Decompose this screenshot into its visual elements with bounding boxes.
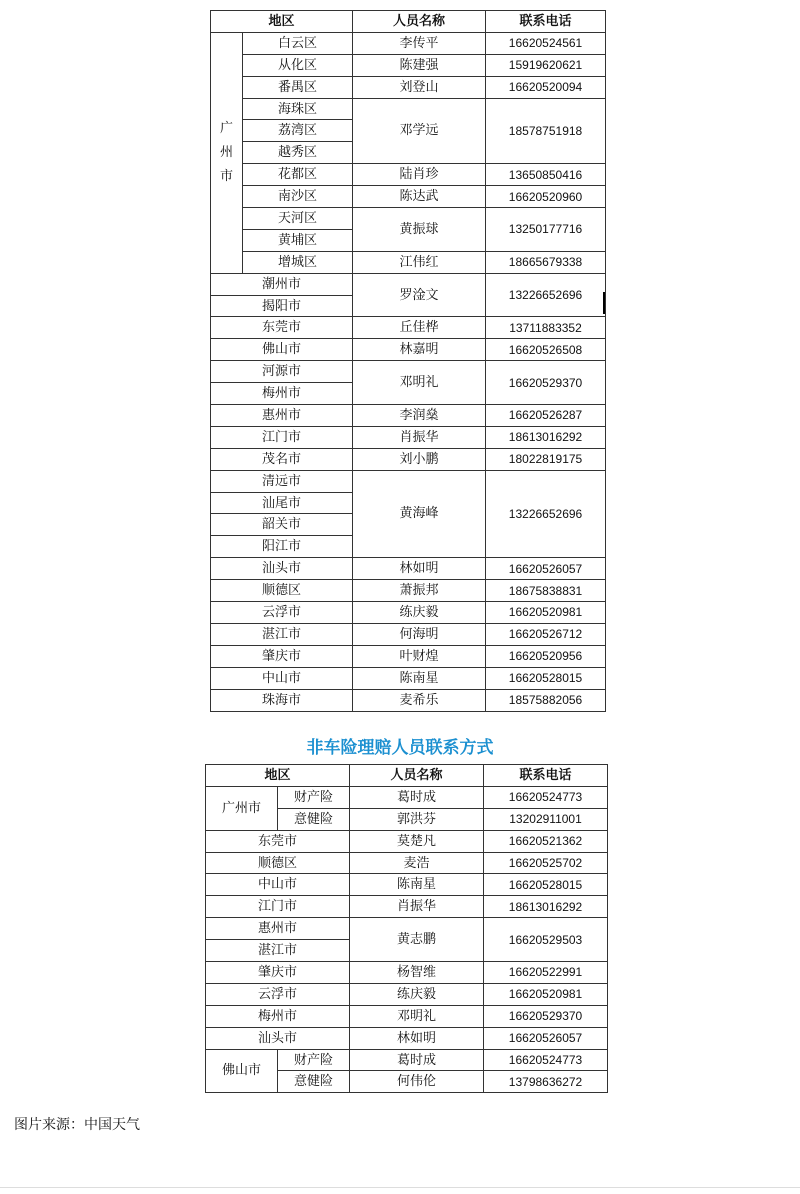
name-cell: 叶财煌 [353, 645, 486, 667]
table-row [211, 273, 606, 295]
district-cell: 越秀区 [243, 142, 353, 164]
region-cell: 惠州市 [206, 918, 350, 940]
region-cell: 揭阳市 [211, 295, 353, 317]
region-cell: 佛山市 [211, 339, 353, 361]
table-row [206, 1049, 608, 1071]
header-name: 人员名称 [350, 765, 484, 787]
region-cell: 江门市 [211, 426, 353, 448]
name-cell: 萧振邦 [353, 580, 486, 602]
phone-cell: 18613016292 [486, 426, 606, 448]
district-cell: 荔湾区 [243, 120, 353, 142]
header-region: 地区 [206, 765, 350, 787]
table-row [211, 98, 606, 120]
name-cell: 陈南星 [350, 874, 484, 896]
region-cell: 湛江市 [211, 623, 353, 645]
phone-cell: 16620526287 [486, 405, 606, 427]
insurance-type-cell: 意健险 [278, 1071, 350, 1093]
name-cell: 林如明 [353, 558, 486, 580]
insurance-type-cell: 意健险 [278, 808, 350, 830]
name-cell: 江伟红 [353, 251, 486, 273]
phone-cell: 13226652696 [486, 470, 606, 558]
table-row [206, 1027, 608, 1049]
name-cell: 邓明礼 [350, 1005, 484, 1027]
name-cell: 陈达武 [353, 186, 486, 208]
divider [0, 1187, 800, 1188]
region-cell: 佛山市 [206, 1049, 278, 1093]
region-cell: 湛江市 [206, 940, 350, 962]
name-cell: 葛时成 [350, 1049, 484, 1071]
header-name: 人员名称 [353, 11, 486, 33]
region-cell: 河源市 [211, 361, 353, 383]
district-cell: 海珠区 [243, 98, 353, 120]
phone-cell: 16620529370 [486, 361, 606, 405]
district-cell: 南沙区 [243, 186, 353, 208]
table-row [211, 208, 606, 230]
region-guangzhou: 广 州 市 [211, 32, 243, 273]
name-cell: 陈南星 [353, 667, 486, 689]
region-cell: 梅州市 [211, 383, 353, 405]
phone-cell: 15919620621 [486, 54, 606, 76]
phone-cell: 16620529370 [484, 1005, 608, 1027]
table-row [211, 317, 606, 339]
region-cell: 广州市 [206, 786, 278, 830]
phone-cell: 16620529503 [484, 918, 608, 962]
region-cell: 顺德区 [206, 852, 350, 874]
region-cell: 中山市 [206, 874, 350, 896]
name-cell: 葛时成 [350, 786, 484, 808]
name-cell: 练庆毅 [350, 983, 484, 1005]
table-row [211, 76, 606, 98]
region-cell: 清远市 [211, 470, 353, 492]
phone-cell: 16620524773 [484, 1049, 608, 1071]
district-cell: 增城区 [243, 251, 353, 273]
name-cell: 李传平 [353, 32, 486, 54]
district-cell: 白云区 [243, 32, 353, 54]
table-header-row [206, 765, 608, 787]
region-cell: 惠州市 [211, 405, 353, 427]
insurance-type-cell: 财产险 [278, 1049, 350, 1071]
phone-cell: 18665679338 [486, 251, 606, 273]
district-cell: 天河区 [243, 208, 353, 230]
phone-cell: 18578751918 [486, 98, 606, 164]
phone-cell: 13711883352 [486, 317, 606, 339]
phone-cell: 13202911001 [484, 808, 608, 830]
table-row [211, 667, 606, 689]
phone-cell: 16620525702 [484, 852, 608, 874]
table-row [211, 54, 606, 76]
region-cell: 茂名市 [211, 448, 353, 470]
table-row [211, 448, 606, 470]
phone-cell: 13798636272 [484, 1071, 608, 1093]
name-cell: 莫楚凡 [350, 830, 484, 852]
table-row [211, 186, 606, 208]
phone-cell: 16620520960 [486, 186, 606, 208]
image-source-caption: 图片来源：中国天气 [14, 1117, 140, 1133]
name-cell: 杨智维 [350, 962, 484, 984]
phone-cell: 16620520094 [486, 76, 606, 98]
phone-cell: 18675838831 [486, 580, 606, 602]
header-phone: 联系电话 [486, 11, 606, 33]
table-row [211, 426, 606, 448]
name-cell: 肖振华 [350, 896, 484, 918]
region-cell: 肇庆市 [211, 645, 353, 667]
name-cell: 刘小鹏 [353, 448, 486, 470]
region-cell: 汕头市 [206, 1027, 350, 1049]
region-cell: 梅州市 [206, 1005, 350, 1027]
table-row [211, 339, 606, 361]
region-cell: 汕尾市 [211, 492, 353, 514]
region-cell: 韶关市 [211, 514, 353, 536]
name-cell: 刘登山 [353, 76, 486, 98]
region-cell: 潮州市 [211, 273, 353, 295]
auto-claims-contact-table [210, 10, 606, 712]
phone-cell: 16620522991 [484, 962, 608, 984]
region-cell: 云浮市 [211, 602, 353, 624]
table-row [211, 405, 606, 427]
region-cell: 顺德区 [211, 580, 353, 602]
header-region: 地区 [211, 11, 353, 33]
district-cell: 花都区 [243, 164, 353, 186]
name-cell: 麦希乐 [353, 689, 486, 711]
table-row [206, 874, 608, 896]
name-cell: 何伟伦 [350, 1071, 484, 1093]
header-phone: 联系电话 [484, 765, 608, 787]
phone-cell: 16620528015 [486, 667, 606, 689]
table-row [206, 962, 608, 984]
table-row [211, 558, 606, 580]
name-cell: 陈建强 [353, 54, 486, 76]
name-cell: 麦浩 [350, 852, 484, 874]
region-cell: 东莞市 [211, 317, 353, 339]
table-row [211, 689, 606, 711]
phone-cell: 16620520956 [486, 645, 606, 667]
name-cell: 林如明 [350, 1027, 484, 1049]
phone-cell: 18575882056 [486, 689, 606, 711]
phone-cell: 16620526508 [486, 339, 606, 361]
phone-cell: 16620526057 [484, 1027, 608, 1049]
phone-cell: 13250177716 [486, 208, 606, 252]
phone-cell: 16620528015 [484, 874, 608, 896]
table-row [211, 251, 606, 273]
region-cell: 阳江市 [211, 536, 353, 558]
phone-cell: 16620526057 [486, 558, 606, 580]
region-cell: 肇庆市 [206, 962, 350, 984]
district-cell: 番禺区 [243, 76, 353, 98]
district-cell: 黄埔区 [243, 229, 353, 251]
name-cell: 郭洪芬 [350, 808, 484, 830]
name-cell: 陆肖珍 [353, 164, 486, 186]
name-cell: 李润燊 [353, 405, 486, 427]
region-cell: 东莞市 [206, 830, 350, 852]
phone-cell: 16620521362 [484, 830, 608, 852]
phone-cell: 16620524773 [484, 786, 608, 808]
non-auto-claims-contact-table [205, 764, 608, 1093]
region-cell: 中山市 [211, 667, 353, 689]
name-cell: 罗淦文 [353, 273, 486, 317]
text-cursor [603, 292, 605, 314]
region-cell: 云浮市 [206, 983, 350, 1005]
name-cell: 肖振华 [353, 426, 486, 448]
name-cell: 何海明 [353, 623, 486, 645]
phone-cell: 16620526712 [486, 623, 606, 645]
phone-cell: 18613016292 [484, 896, 608, 918]
name-cell: 丘佳桦 [353, 317, 486, 339]
phone-cell: 18022819175 [486, 448, 606, 470]
region-cell: 珠海市 [211, 689, 353, 711]
table-row [206, 830, 608, 852]
section-title: 非车险理赔人员联系方式 [306, 738, 494, 758]
table-row [206, 1005, 608, 1027]
name-cell: 练庆毅 [353, 602, 486, 624]
name-cell: 林嘉明 [353, 339, 486, 361]
table-row [211, 580, 606, 602]
table-row [206, 896, 608, 918]
district-cell: 从化区 [243, 54, 353, 76]
phone-cell: 16620524561 [486, 32, 606, 54]
table-row [211, 645, 606, 667]
table-row [211, 602, 606, 624]
table-row [206, 983, 608, 1005]
table-row [206, 852, 608, 874]
phone-cell: 13226652696 [486, 273, 606, 317]
table-row [211, 164, 606, 186]
insurance-type-cell: 财产险 [278, 786, 350, 808]
name-cell: 黄振球 [353, 208, 486, 252]
region-cell: 汕头市 [211, 558, 353, 580]
name-cell: 黄志鹏 [350, 918, 484, 962]
table-row [211, 623, 606, 645]
table-header-row [211, 11, 606, 33]
name-cell: 邓学远 [353, 98, 486, 164]
phone-cell: 16620520981 [486, 602, 606, 624]
phone-cell: 16620520981 [484, 983, 608, 1005]
name-cell: 邓明礼 [353, 361, 486, 405]
name-cell: 黄海峰 [353, 470, 486, 558]
table-row [206, 786, 608, 808]
table-row [206, 918, 608, 940]
table-row [211, 470, 606, 492]
table-row [211, 32, 606, 54]
table-row [211, 361, 606, 383]
region-cell: 江门市 [206, 896, 350, 918]
phone-cell: 13650850416 [486, 164, 606, 186]
